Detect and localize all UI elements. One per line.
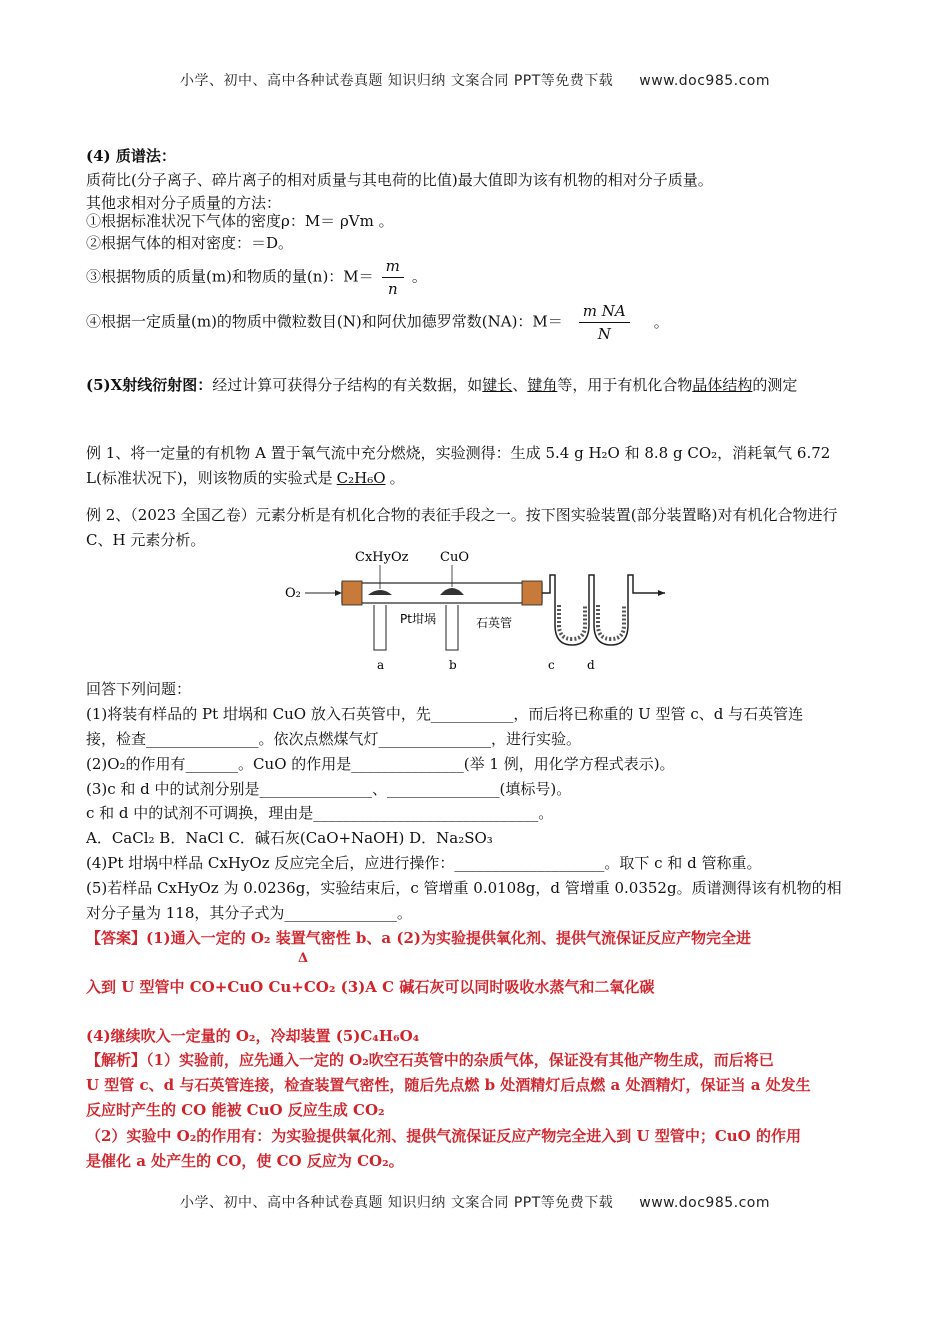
- example2-paragraph: 例 2、（2023 全国乙卷）元素分析是有机化合物的表征手段之一。按下图实验装置(部分装置略)对有机化合物进行 C、H 元素分析。: [86, 506, 838, 549]
- label-a: a: [377, 658, 385, 672]
- example1-answer: C₂H₆O: [336, 469, 386, 487]
- question-1b: 接，检查_______________。依次点燃煤气灯_______________，进行实验。: [86, 730, 582, 748]
- label-cuo: CuO: [440, 550, 469, 565]
- header-text: 小学、初中、高中各种试卷真题 知识归纳 文案合同 PPT等免费下载: [179, 73, 614, 89]
- analysis-line5: 是催化 a 处产生的 CO，使 CO 反应为 CO₂。: [86, 1152, 404, 1170]
- question-3-options: A．CaCl₂ B．NaCl C．碱石灰(CaO+NaOH) D．Na₂SO₃: [86, 829, 493, 847]
- section5-paragraph: (5)X射线衍射图：经过计算可获得分子结构的有关数据，如键长、键角等，用于有机化合物晶体结构的测定: [86, 376, 798, 394]
- burner-a: [374, 605, 386, 650]
- fraction-mna-over-n: $\frac{\text{m NA}}{N}$: [579, 300, 630, 345]
- analysis-line3: 反应时产生的 CO 能被 CuO 反应生成 CO₂: [86, 1101, 385, 1119]
- term-bond-length: 键长: [482, 376, 513, 394]
- question-4: (4)Pt 坩埚中样品 CxHyOz 反应完全后，应进行操作：____________________。取下 c 和 d 管称重。: [86, 854, 762, 872]
- question-2: (2)O₂的作用有_______。CuO 的作用是_______________(举 1 例，用化学方程式表示)。: [86, 755, 675, 773]
- sample-crucible: [368, 590, 392, 595]
- question-3b: c 和 d 中的试剂不可调换，理由是______________________________。: [86, 804, 554, 822]
- term-crystal-structure: 晶体结构: [692, 376, 753, 394]
- page-footer: [0, 1192, 950, 1212]
- label-pt-crucible: Pt坩埚: [400, 612, 436, 626]
- cuo-packing: [440, 588, 464, 595]
- burner-b: [446, 605, 458, 650]
- analysis-line2: U 型管 c、d 与石英管连接，检查装置气密性，随后先点燃 b 处酒精灯后点燃 a 处酒精灯，保证当 a 处发生: [86, 1076, 811, 1094]
- label-quartz-tube: 石英管: [476, 616, 513, 630]
- term-bond-angle: 键角: [527, 376, 558, 394]
- answer-line1: 【答案】(1)通入一定的 O₂ 装置气密性 b、a (2)为实验提供氧化剂、提供气流保证反应产物完全进: [86, 929, 751, 947]
- answer-line2: 入到 U 型管中 CO+CuO Cu+CO₂ (3)A C 碱石灰可以同时吸收水蒸气和二氧化碳: [86, 978, 655, 996]
- header-site: www.doc985.com: [639, 73, 771, 89]
- analysis-line4: （2）实验中 O₂的作用有：为实验提供氧化剂、提供气流保证反应产物完全进入到 U 型管中；CuO 的作用: [86, 1127, 801, 1145]
- question-5a: (5)若样品 CxHyOz 为 0.0236g，实验结束后，c 管增重 0.0108g，d 管增重 0.0352g。质谱测得该有机物的相: [86, 879, 842, 897]
- question-3a: (3)c 和 d 中的试剂分别是_______________、_______________(填标号)。: [86, 780, 572, 798]
- label-c: c: [548, 658, 555, 672]
- fraction-m-over-n: $\frac{m}{n}$: [382, 255, 404, 300]
- example1-paragraph: 例 1、将一定量的有机物 A 置于氧气流中充分燃烧，实验测得：生成 5.4 g H₂O 和 8.8 g CO₂，消耗氧气 6.72 L(标准状况下)，则该物质的实验式是 C₂H₆O 。: [86, 444, 831, 487]
- apparatus-diagram: [280, 545, 670, 675]
- section5-title: (5)X射线衍射图：: [86, 376, 213, 394]
- footer-site: www.doc985.com: [639, 1195, 771, 1211]
- question-5b: 对分子量为 118，其分子式为_______________。: [86, 904, 412, 922]
- method-4: ④根据一定质量(m)的物质中微粒数目(N)和阿伏加德罗常数(NA)：M＝ $\frac{\text{m NA}}{N}$ 。: [86, 302, 669, 343]
- analysis-line1: 【解析】（1）实验前，应先通入一定的 O₂吹空石英管中的杂质气体，保证没有其他产物生成，而后将已: [86, 1051, 774, 1069]
- page-header: [0, 70, 950, 90]
- label-b: b: [449, 658, 457, 672]
- label-o2: O₂: [285, 586, 301, 601]
- method-3: ③根据物质的质量(m)和物质的量(n)：M＝ $\frac{m}{n}$ 。: [86, 257, 427, 298]
- section4-line1: 质荷比(分子离子、碎片离子的相对质量与其电荷的比值)最大值即为该有机物的相对分子质量。: [86, 171, 713, 189]
- label-sample: CxHyOz: [355, 550, 409, 565]
- section4-title: (4) 质谱法：: [86, 147, 176, 165]
- question-1a: (1)将装有样品的 Pt 坩埚和 CuO 放入石英管中，先___________，而后将已称重的 U 型管 c、d 与石英管连: [86, 705, 804, 723]
- footer-text: 小学、初中、高中各种试卷真题 知识归纳 文案合同 PPT等免费下载: [179, 1195, 614, 1211]
- answer-line3: (4)继续吹入一定量的 O₂，冷却装置 (5)C₄H₆O₄: [86, 1027, 420, 1045]
- answer-delta: Δ: [298, 951, 309, 966]
- label-d: d: [587, 658, 595, 672]
- section4-line2: 其他求相对分子质量的方法：: [86, 194, 282, 212]
- method-1: ①根据标准状况下气体的密度ρ：M＝ ρVm 。: [86, 212, 394, 230]
- method-2: ②根据气体的相对密度：＝D。: [86, 234, 294, 252]
- questions-intro: 回答下列问题：: [86, 680, 192, 698]
